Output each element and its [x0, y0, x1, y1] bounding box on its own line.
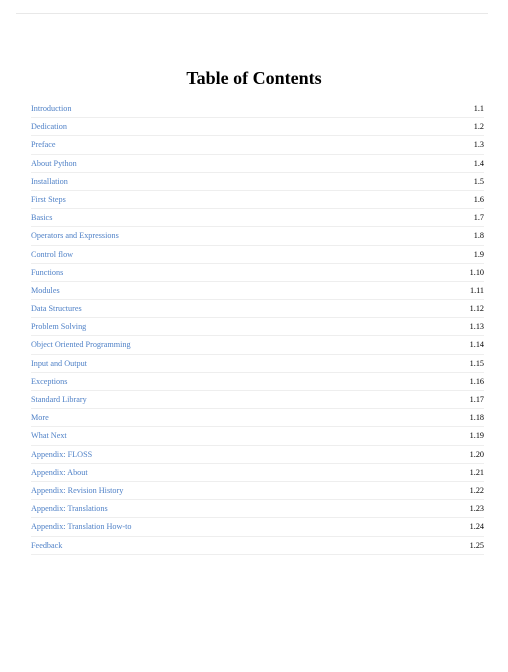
toc-entry-link[interactable]: Introduction: [31, 104, 72, 114]
toc-entry-page-number: 1.4: [473, 158, 484, 168]
page-title: Table of Contents: [186, 68, 322, 88]
toc-entry-page-number: 1.6: [473, 194, 484, 204]
toc-entry-link[interactable]: Dedication: [31, 122, 67, 132]
toc-entry-page-number: 1.17: [469, 395, 484, 405]
toc-entry-page-number: 1.14: [469, 340, 484, 350]
toc-entry-link[interactable]: More: [31, 413, 49, 423]
toc-entry-page-number: 1.5: [473, 176, 484, 186]
toc-entry-link[interactable]: Object Oriented Programming: [31, 340, 131, 350]
toc-entry-page-number: 1.19: [469, 431, 484, 441]
toc-entry-page-number: 1.15: [469, 358, 484, 368]
toc-entry-page-number: 1.21: [469, 467, 484, 477]
toc-entry-page-number: 1.22: [469, 485, 484, 495]
toc-entry-page-number: 1.20: [469, 449, 484, 459]
toc-entry-link[interactable]: Control flow: [31, 249, 74, 259]
toc-entry: [31, 118, 484, 136]
toc-entry-link[interactable]: Feedback: [31, 540, 63, 550]
toc-entry: [31, 391, 484, 409]
toc-entry-link[interactable]: Operators and Expressions: [31, 231, 119, 241]
toc-entry-page-number: 1.24: [469, 522, 484, 532]
toc-entry: [31, 318, 484, 336]
toc-entry-link[interactable]: Basics: [31, 213, 53, 223]
header-divider: [16, 13, 488, 14]
toc-entry-link[interactable]: Appendix: Translations: [31, 504, 108, 514]
toc-entry: [31, 446, 484, 464]
toc-entry-link[interactable]: Appendix: About: [31, 467, 88, 477]
toc-entry-link[interactable]: Problem Solving: [31, 322, 87, 332]
toc-entry: [31, 173, 484, 191]
toc-entry: [31, 246, 484, 264]
toc-entry-link[interactable]: Preface: [31, 140, 56, 150]
toc-entry: [31, 518, 484, 536]
toc-entry-link[interactable]: Standard Library: [31, 395, 87, 405]
toc-entry-link[interactable]: Installation: [31, 176, 68, 186]
toc-entry: [31, 409, 484, 427]
toc-list: [31, 100, 484, 555]
toc-entry-page-number: 1.9: [473, 249, 484, 259]
toc-entry: [31, 500, 484, 518]
toc-entry-page-number: 1.7: [473, 213, 484, 223]
toc-entry: [31, 282, 484, 300]
toc-entry: [31, 191, 484, 209]
toc-entry-page-number: 1.3: [473, 140, 484, 150]
toc-entry-link[interactable]: Appendix: Translation How-to: [31, 522, 132, 532]
toc-entry-link[interactable]: About Python: [31, 158, 77, 168]
toc-entry-page-number: 1.13: [469, 322, 484, 332]
toc-entry-page-number: 1.11: [469, 285, 484, 295]
toc-entry-page-number: 1.25: [469, 540, 484, 550]
toc-entry-page-number: 1.16: [469, 376, 484, 386]
toc-entry: [31, 427, 484, 445]
toc-entry: [31, 227, 484, 245]
toc-entry: [31, 537, 484, 555]
toc-entry-link[interactable]: Functions: [31, 267, 64, 277]
toc-entry: [31, 336, 484, 354]
toc-entry: [31, 209, 484, 227]
toc-entry-link[interactable]: Input and Output: [31, 358, 87, 368]
toc-entry-page-number: 1.8: [473, 231, 484, 241]
toc-entry-page-number: 1.1: [473, 104, 484, 114]
toc-entry: [31, 464, 484, 482]
toc-entry-page-number: 1.23: [469, 504, 484, 514]
toc-entry: [31, 155, 484, 173]
toc-entry-link[interactable]: First Steps: [31, 194, 66, 204]
toc-entry-link[interactable]: What Next: [31, 431, 67, 441]
toc-entry-link[interactable]: Modules: [31, 285, 60, 295]
toc-entry: [31, 136, 484, 154]
toc-entry-page-number: 1.12: [469, 304, 484, 314]
toc-entry: [31, 355, 484, 373]
toc-entry-link[interactable]: Appendix: Revision History: [31, 485, 124, 495]
toc-entry-link[interactable]: Data Structures: [31, 304, 82, 314]
toc-entry-link[interactable]: Exceptions: [31, 376, 68, 386]
toc-entry: [31, 373, 484, 391]
toc-entry: [31, 100, 484, 118]
toc-entry: [31, 300, 484, 318]
toc-entry: [31, 264, 484, 282]
toc-entry-page-number: 1.2: [473, 122, 484, 132]
toc-entry: [31, 482, 484, 500]
toc-entry-page-number: 1.18: [469, 413, 484, 423]
toc-entry-link[interactable]: Appendix: FLOSS: [31, 449, 93, 459]
toc-entry-page-number: 1.10: [469, 267, 484, 277]
